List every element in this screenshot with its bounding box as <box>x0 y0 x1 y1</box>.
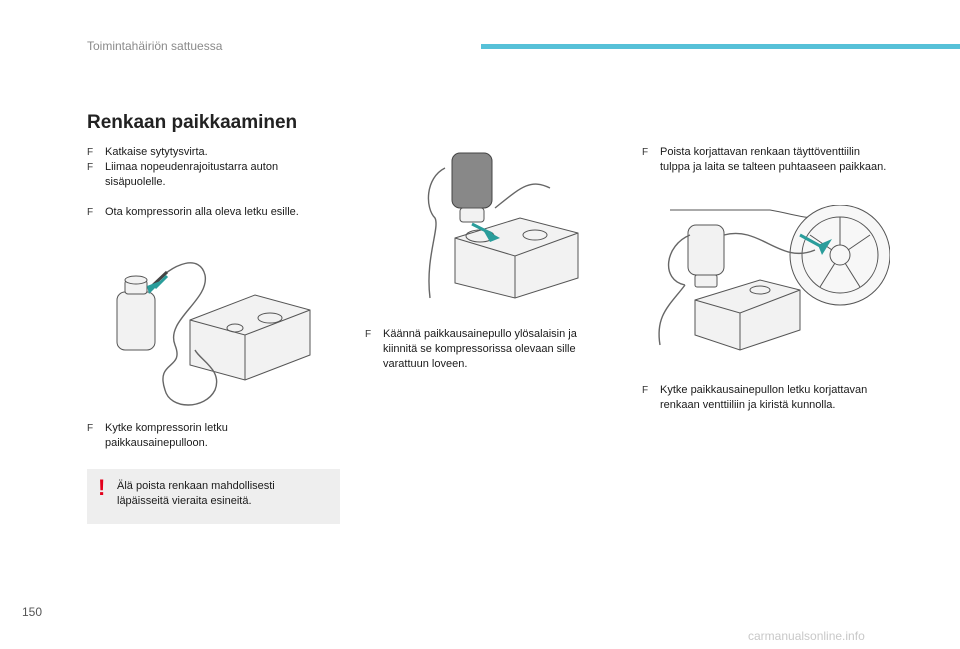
hose <box>428 168 445 298</box>
section-title: Toimintahäiriön sattuessa <box>87 39 223 53</box>
bullet-icon: F <box>642 147 649 158</box>
step-text: Kytke kompressorin letku paikkausainepulloon. <box>105 422 228 449</box>
watermark: carmanualsonline.info <box>748 629 865 643</box>
bullet-icon: F <box>87 162 94 173</box>
sealant-bottle <box>117 292 155 350</box>
step-item <box>87 205 337 220</box>
step-item <box>87 160 327 190</box>
page-number: 150 <box>22 605 43 619</box>
compressor-unit <box>190 295 310 380</box>
bullet-icon: F <box>642 385 649 396</box>
compressor-hose-illustration <box>105 250 325 415</box>
bullet-icon: F <box>365 329 372 340</box>
tyre-connection-illustration <box>650 205 890 370</box>
bullet-icon: F <box>87 147 94 158</box>
step-text: Ota kompressorin alla oleva letku esille. <box>105 206 299 218</box>
sealant-bottle <box>452 153 492 208</box>
hose <box>669 235 690 285</box>
exclamation-icon: ! <box>98 475 106 500</box>
compressor-unit <box>455 218 578 298</box>
step-text: Liimaa nopeudenrajoitustarra auton sisäpuolelle. <box>105 161 279 188</box>
step-text: Katkaise sytytysvirta. <box>105 146 208 158</box>
compressor-unit <box>695 280 800 350</box>
bottle-on-compressor-illustration <box>420 148 585 313</box>
step-item <box>87 421 327 451</box>
step-item <box>642 383 892 413</box>
step-text: Käännä paikkausainepullo ylösalaisin ja kiinnitä se kompressorissa olevaan sille varattuun loveen. <box>383 328 577 370</box>
warning-text: Älä poista renkaan mahdollisesti läpäisseitä vieraita esineitä. <box>117 480 275 507</box>
bullet-icon: F <box>87 423 94 434</box>
sealant-bottle <box>688 225 724 275</box>
step-text: Kytke paikkausainepullon letku korjattavan renkaan venttiiliin ja kiristä kunnolla. <box>660 384 868 411</box>
warning-box <box>87 469 340 524</box>
bullet-icon: F <box>87 207 94 218</box>
header-accent-bar <box>481 44 960 49</box>
page-title: Renkaan paikkaaminen <box>87 112 298 133</box>
step-text: Poista korjattavan renkaan täyttöventtiilin tulppa ja laita se talteen puhtaaseen paikkaan. <box>660 146 887 173</box>
step-item <box>642 145 887 175</box>
step-item <box>87 145 327 160</box>
step-item <box>365 327 605 372</box>
